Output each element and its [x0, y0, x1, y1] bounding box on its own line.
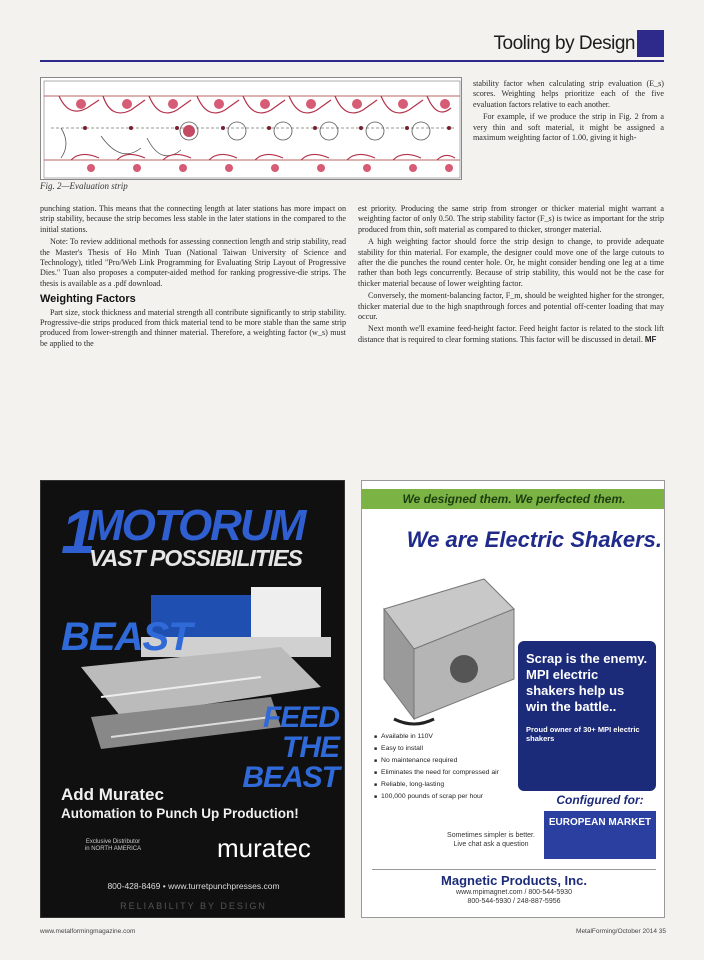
shaker-illustration — [374, 569, 524, 729]
header-rule — [40, 60, 664, 62]
article-right-column — [358, 204, 664, 470]
paragraph-text: Next month we'll examine feed-height factor. Feed height factor is related to the stock lift distance that is required to clear forming stations. This factor will be discussed in detail. — [358, 324, 664, 344]
section-marker — [637, 30, 664, 57]
paragraph: stability factor when calculating strip evaluation (E_s) scores. Weighting helps prioritize each of the five evaluation factors relative to each another. — [473, 79, 664, 109]
list-item: ■ No maintenance required — [374, 755, 524, 767]
ad-subheadline: Automation to Punch Up Production! — [61, 806, 299, 821]
sometimes-note: Sometimes simpler is better. Live chat ask a question — [447, 832, 535, 848]
paragraph: For example, if we produce the strip in Fig. 2 from a very thin and soft material, it might be assigned a maximum weighting factor of 1.00, giving it high- — [473, 112, 664, 143]
list-item: ■ 100,000 pounds of scrap per hour — [374, 791, 524, 803]
footer-issue-page: MetalForming/October 2014 35 — [576, 928, 666, 935]
figure-caption: Fig. 2—Evaluation strip — [40, 181, 128, 191]
paragraph: Part size, stock thickness and material strength all contribute significantly to strip stability. Progressive-die strips produced from thick material tend to be more stable than the same strip produced from lower-strength and thinner material. Therefore, a weighting factor (w_s) must be applied to the — [40, 307, 346, 348]
feed-line: FEED THE — [262, 701, 339, 764]
ad-banner: We designed them. We perfected them. — [362, 489, 665, 509]
paragraph: punching station. This means that the connecting length at later stations has more impact on strip stability, because the strip becomes less stable in the later stations in the compared to the initial stations. — [40, 204, 346, 234]
paragraph: A high weighting factor should force the strip design to change, to provide adequate stability for thin material. For example, the designer could move one of the large cutouts to after the die punches the round center hole. Or, he might consider bending one leg at a time rather than both legs concurrently. Because of strip stability, this would not be the case for thicker material because of lower weighting factor. — [358, 237, 664, 288]
company-footer — [372, 869, 656, 909]
feed-heading — [209, 703, 339, 793]
article-top-right — [473, 79, 664, 200]
muratec-ad[interactable] — [40, 480, 345, 918]
feed-line: BEAST — [242, 761, 339, 794]
mpi-shakers-ad[interactable] — [361, 480, 665, 918]
scrap-callout — [518, 641, 656, 791]
paragraph: est priority. Producing the same strip from stronger or thicker material might warrant a weighting factor of only 0.50. The strip stability factor (F_s) is twice as important for the strip produced from thin, soft material as compared to thicker, stronger material. — [358, 204, 664, 234]
scrap-headline: Scrap is the enemy. MPI electric shakers help us win the battle.. — [526, 651, 648, 714]
configured-label: Configured for: — [556, 793, 644, 807]
muratec-logo: muratec — [217, 833, 311, 863]
list-item: ■ Eliminates the need for compressed air — [374, 767, 524, 779]
company-name: Magnetic Products, Inc. — [441, 873, 587, 888]
ad-slogan: RELIABILITY BY DESIGN — [120, 901, 267, 911]
paragraph: Note: To review additional methods for assessing connection length and strip stability, read the Master's Thesis of Ho Minh Tuan (National Taiwan University of Science and Technology), titled "Pro/Web Link Programming for Evaluating Strip Layout of Progressive Dies." Tuan also proposes a computer-aided method for ranking progressive-die strips. The thesis is available as a .pdf download. — [40, 237, 346, 288]
paragraph — [358, 324, 664, 345]
end-mark: MF — [644, 334, 657, 344]
company-phone: 800-544-5930 / 248-887-5956 — [467, 898, 561, 905]
list-item: ■ Available in 110V — [374, 731, 524, 743]
ad-contact[interactable]: 800-428-8469 • www.turretpunchpresses.com — [107, 881, 280, 891]
article-left-column — [40, 204, 346, 470]
scrap-note: Proud owner of 30+ MPI electric shakers — [526, 725, 640, 743]
ad-one-numeral: 1 — [61, 498, 96, 567]
ad-headline: Add Muratec — [61, 785, 164, 804]
feature-list — [374, 731, 524, 803]
distributor-label: Exclusive Distributor in NORTH AMERICA — [84, 839, 142, 852]
section-title: Tooling by Design — [493, 33, 635, 54]
beast-heading: BEAST — [61, 615, 192, 659]
list-item: ■ Reliable, long-lasting — [374, 779, 524, 791]
section-heading: Weighting Factors — [40, 293, 136, 306]
motorum-logo: MOTORUM — [87, 501, 305, 550]
footer-website[interactable]: www.metalformingmagazine.com — [40, 928, 136, 935]
company-contact[interactable]: www.mpimagnet.com / 800-544-5930 — [456, 889, 572, 896]
strip-drawing — [41, 78, 462, 180]
european-market-badge: EUROPEAN MARKET — [544, 811, 656, 859]
ad-tagline: VAST POSSIBILITIES — [89, 545, 302, 571]
evaluation-strip-figure — [40, 77, 462, 180]
paragraph: Conversely, the moment-balancing factor, F_m, should be weighted higher for the stronger, thicker material due to the high snapthrough forces and potential off-center loading that may occur. — [358, 291, 664, 322]
list-item: ■ Easy to install — [374, 743, 524, 755]
ad-headline: We are Electric Shakers. — [406, 527, 662, 552]
